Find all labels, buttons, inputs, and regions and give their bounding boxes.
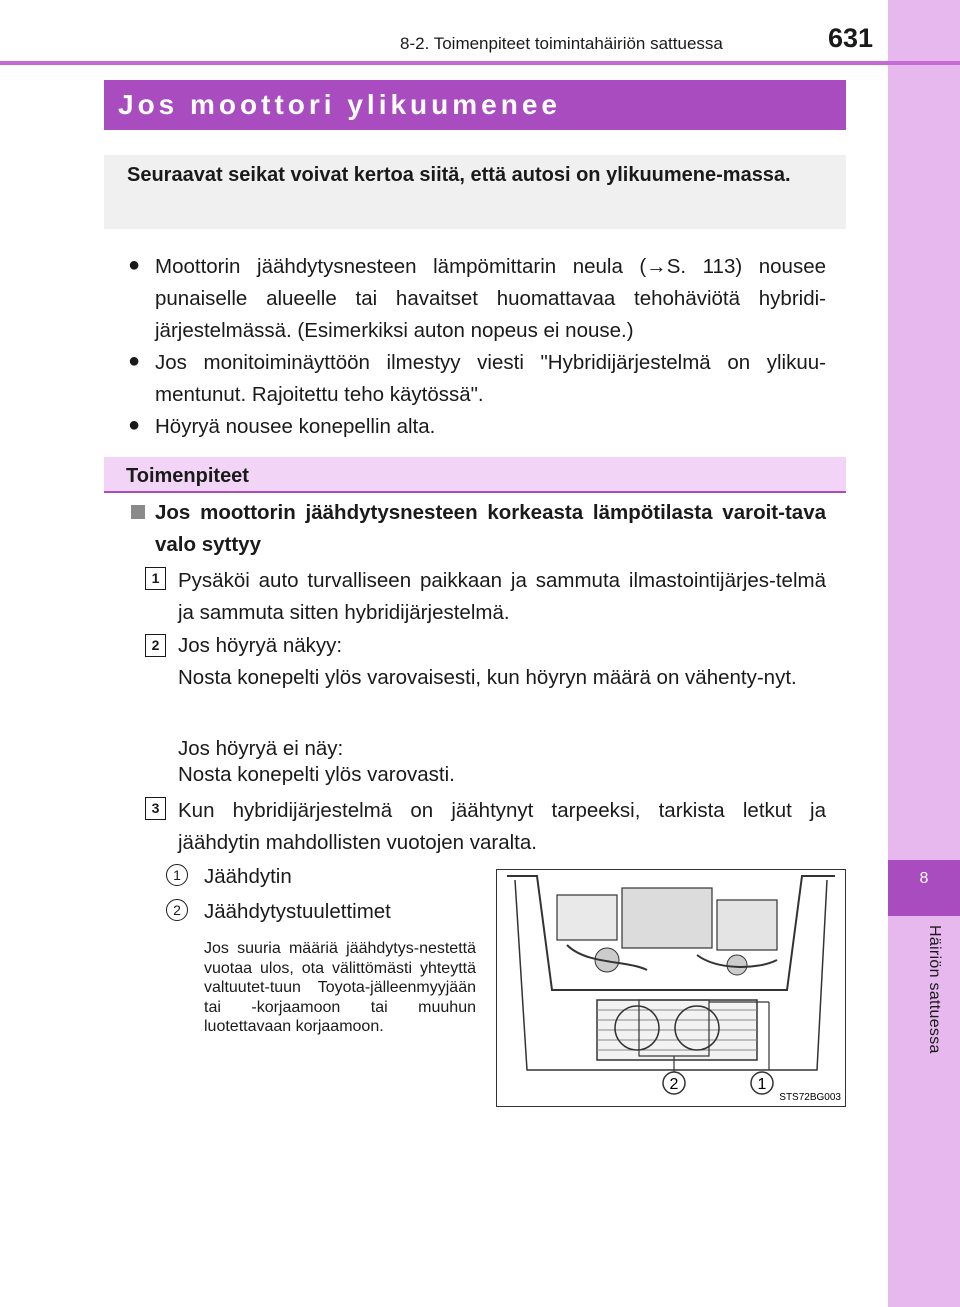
bullet-text: Höyryä nousee konepellin alta. — [155, 415, 436, 438]
step-text: Jos höyryä näkyy: — [178, 634, 343, 657]
step-number-badge: 3 — [145, 797, 166, 820]
step-number-badge: 2 — [145, 634, 166, 657]
page-number: 631 — [828, 23, 874, 53]
page-title: Jos moottori ylikuumenee — [104, 80, 846, 130]
legend-number-circle: 2 — [166, 899, 188, 921]
bullet-icon: ● — [128, 254, 141, 276]
step-number-badge: 1 — [145, 567, 166, 590]
figure-code: STS72BG003 — [779, 1092, 841, 1103]
step-text: Kun hybridijärjestelmä on jäähtynyt tarpeeksi, tarkista letkut ja jäähdytin mahdollisten vuotojen varalta. — [178, 799, 826, 854]
section-heading — [104, 457, 846, 493]
warning-note: Jos suuria määriä jäähdytys-nestettä vuotaa ulos, ota välittömästi yhteyttä valtuutet-tuun Toyota-jälleenmyyjään tai -korjaamoon tai muuhun luotettavaan korjaamoon. — [204, 940, 476, 1035]
engine-bay-illustration — [496, 869, 846, 1107]
callout-2: 2 — [669, 1076, 679, 1093]
step-text: Nosta konepelti ylös varovaisesti, kun höyryn määrä on vähenty-nyt. — [178, 666, 797, 689]
legend-label: Jäähdytystuulettimet — [204, 900, 391, 923]
callout-1: 1 — [757, 1076, 767, 1093]
legend-number-circle: 1 — [166, 864, 188, 886]
subsection-title: Jos moottorin jäähdytysnesteen korkeasta lämpötilasta varoit-tava valo syttyy — [155, 501, 826, 556]
bullet-text: Jos monitoiminäyttöön ilmestyy viesti "Hybridijärjestelmä on ylikuu-mentunut. Rajoitettu teho käytössä". — [155, 351, 826, 406]
legend-label: Jäähdytin — [204, 865, 292, 888]
intro-box — [104, 155, 846, 229]
header-divider — [0, 61, 960, 65]
engine-bay-drawing — [497, 870, 845, 1106]
intro-text: Seuraavat seikat voivat kertoa siitä, että autosi on ylikuumene-massa. — [127, 164, 791, 186]
section-title: Toimenpiteet — [126, 465, 249, 487]
chapter-number: 8 — [919, 870, 929, 887]
step-text: Jos höyryä ei näy: — [178, 737, 344, 760]
chapter-title: 8-2. Toimenpiteet toimintahäiriön sattuessa — [400, 34, 723, 53]
step-text: Pysäköi auto turvalliseen paikkaan ja sammuta ilmastointijärjes-telmä ja sammuta sitten hybridijärjestelmä. — [178, 569, 826, 624]
subsection-marker-icon — [131, 505, 145, 519]
bullet-icon: ● — [128, 414, 141, 436]
bullet-text: Moottorin jäähdytysnesteen lämpömittarin neula (→S. 113) nousee punaiselle alueelle tai havaitset huomattavaa tehohäviötä hybridi-järjestelmässä. (Esimerkiksi auton nopeus ei nouse.) — [155, 255, 826, 342]
bullet-icon: ● — [128, 350, 141, 372]
step-text: Nosta konepelti ylös varovasti. — [178, 763, 455, 786]
chapter-name: Häiriön sattuessa — [926, 925, 943, 1054]
chapter-number-tab[interactable] — [888, 860, 960, 916]
